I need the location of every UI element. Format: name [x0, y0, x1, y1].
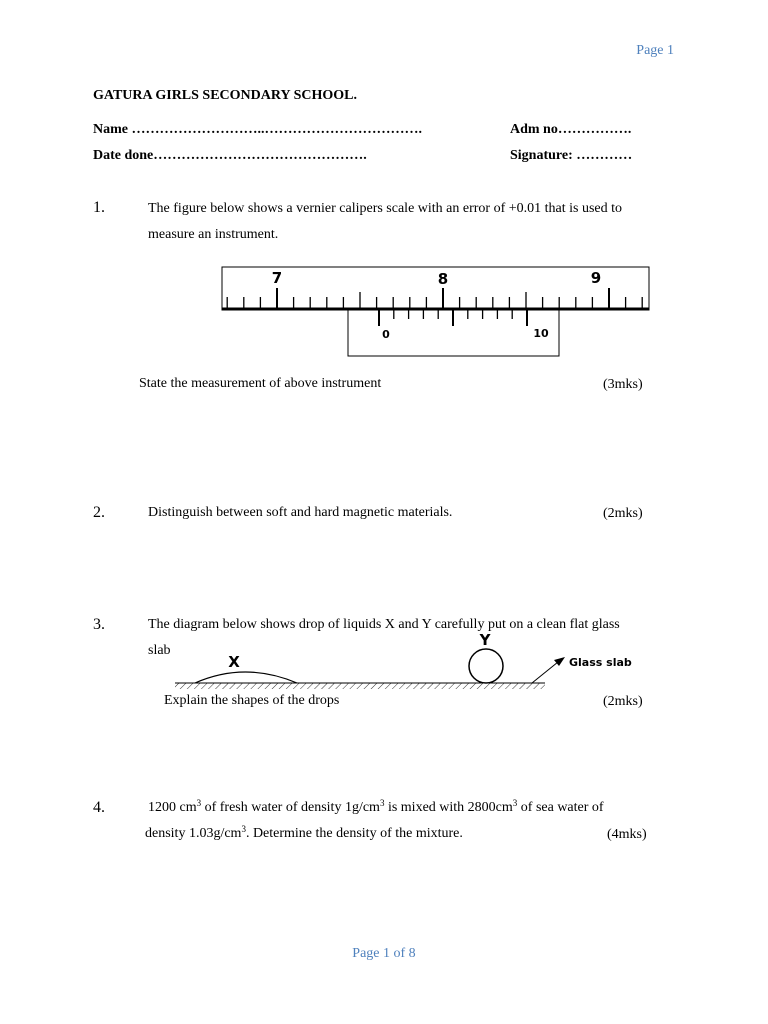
drop-x-shape: [195, 672, 297, 683]
name-field-label: Name ………………………..…………………………….: [93, 122, 422, 137]
question-1-number: 1.: [93, 199, 105, 216]
question-3-line-1: The diagram below shows drop of liquids X and Y carefully put on a clean flat glass: [148, 617, 620, 632]
question-2-number: 2.: [93, 504, 105, 521]
question-4-line-1: 1200 $cm^3$ of fresh water of density $1g/cm^3$ is mixed with $2800cm^3$ of sea water of: [148, 798, 604, 815]
question-3-prompt: Explain the shapes of the drops: [164, 693, 340, 708]
vernier-scale-ticks: [379, 310, 527, 326]
arrow-icon: [554, 657, 565, 666]
main-scale-ticks: [227, 288, 642, 309]
drop-x-label: X: [228, 653, 240, 671]
date-field-label: Date done……………………………………….: [93, 148, 367, 163]
question-1-marks: (3mks): [603, 377, 643, 392]
vernier-label-0: 0: [382, 328, 390, 341]
question-3-line-2: slab: [148, 643, 171, 658]
question-4-number: 4.: [93, 799, 105, 816]
liquid-drops-figure: [170, 628, 650, 696]
signature-field-label: Signature: …………: [510, 148, 633, 163]
main-scale-frame: [222, 267, 649, 310]
main-scale-label-8: 8: [437, 270, 449, 288]
question-1-prompt: State the measurement of above instrument: [139, 376, 382, 391]
question-1-line-2: measure an instrument.: [148, 227, 279, 242]
glass-slab-label: Glass slab: [569, 656, 632, 669]
question-1-line-1: The figure below shows a vernier calipers scale with an error of +0.01 that is used to: [148, 201, 623, 216]
main-scale-label-9: 9: [590, 269, 602, 287]
vernier-label-10: 10: [533, 327, 549, 340]
question-4-marks: (4mks): [607, 827, 647, 842]
drop-y-shape: [469, 649, 503, 683]
question-3-number: 3.: [93, 616, 105, 633]
question-2-marks: (2mks): [603, 506, 643, 521]
page-header: Page 1: [636, 43, 674, 58]
adm-field-label: Adm no…………….: [510, 122, 632, 137]
school-title: GATURA GIRLS SECONDARY SCHOOL.: [93, 88, 357, 103]
question-3-marks: (2mks): [603, 694, 643, 709]
drop-y-label: Y: [479, 631, 491, 649]
question-2-text: Distinguish between soft and hard magnetic materials.: [148, 505, 453, 520]
main-scale-label-7: 7: [271, 269, 283, 287]
vernier-calipers-figure: [215, 262, 660, 362]
page-footer: Page 1 of 8: [352, 946, 416, 961]
question-4-line-2: density $1.03g/cm^3$. Determine the density of the mixture.: [145, 824, 463, 841]
